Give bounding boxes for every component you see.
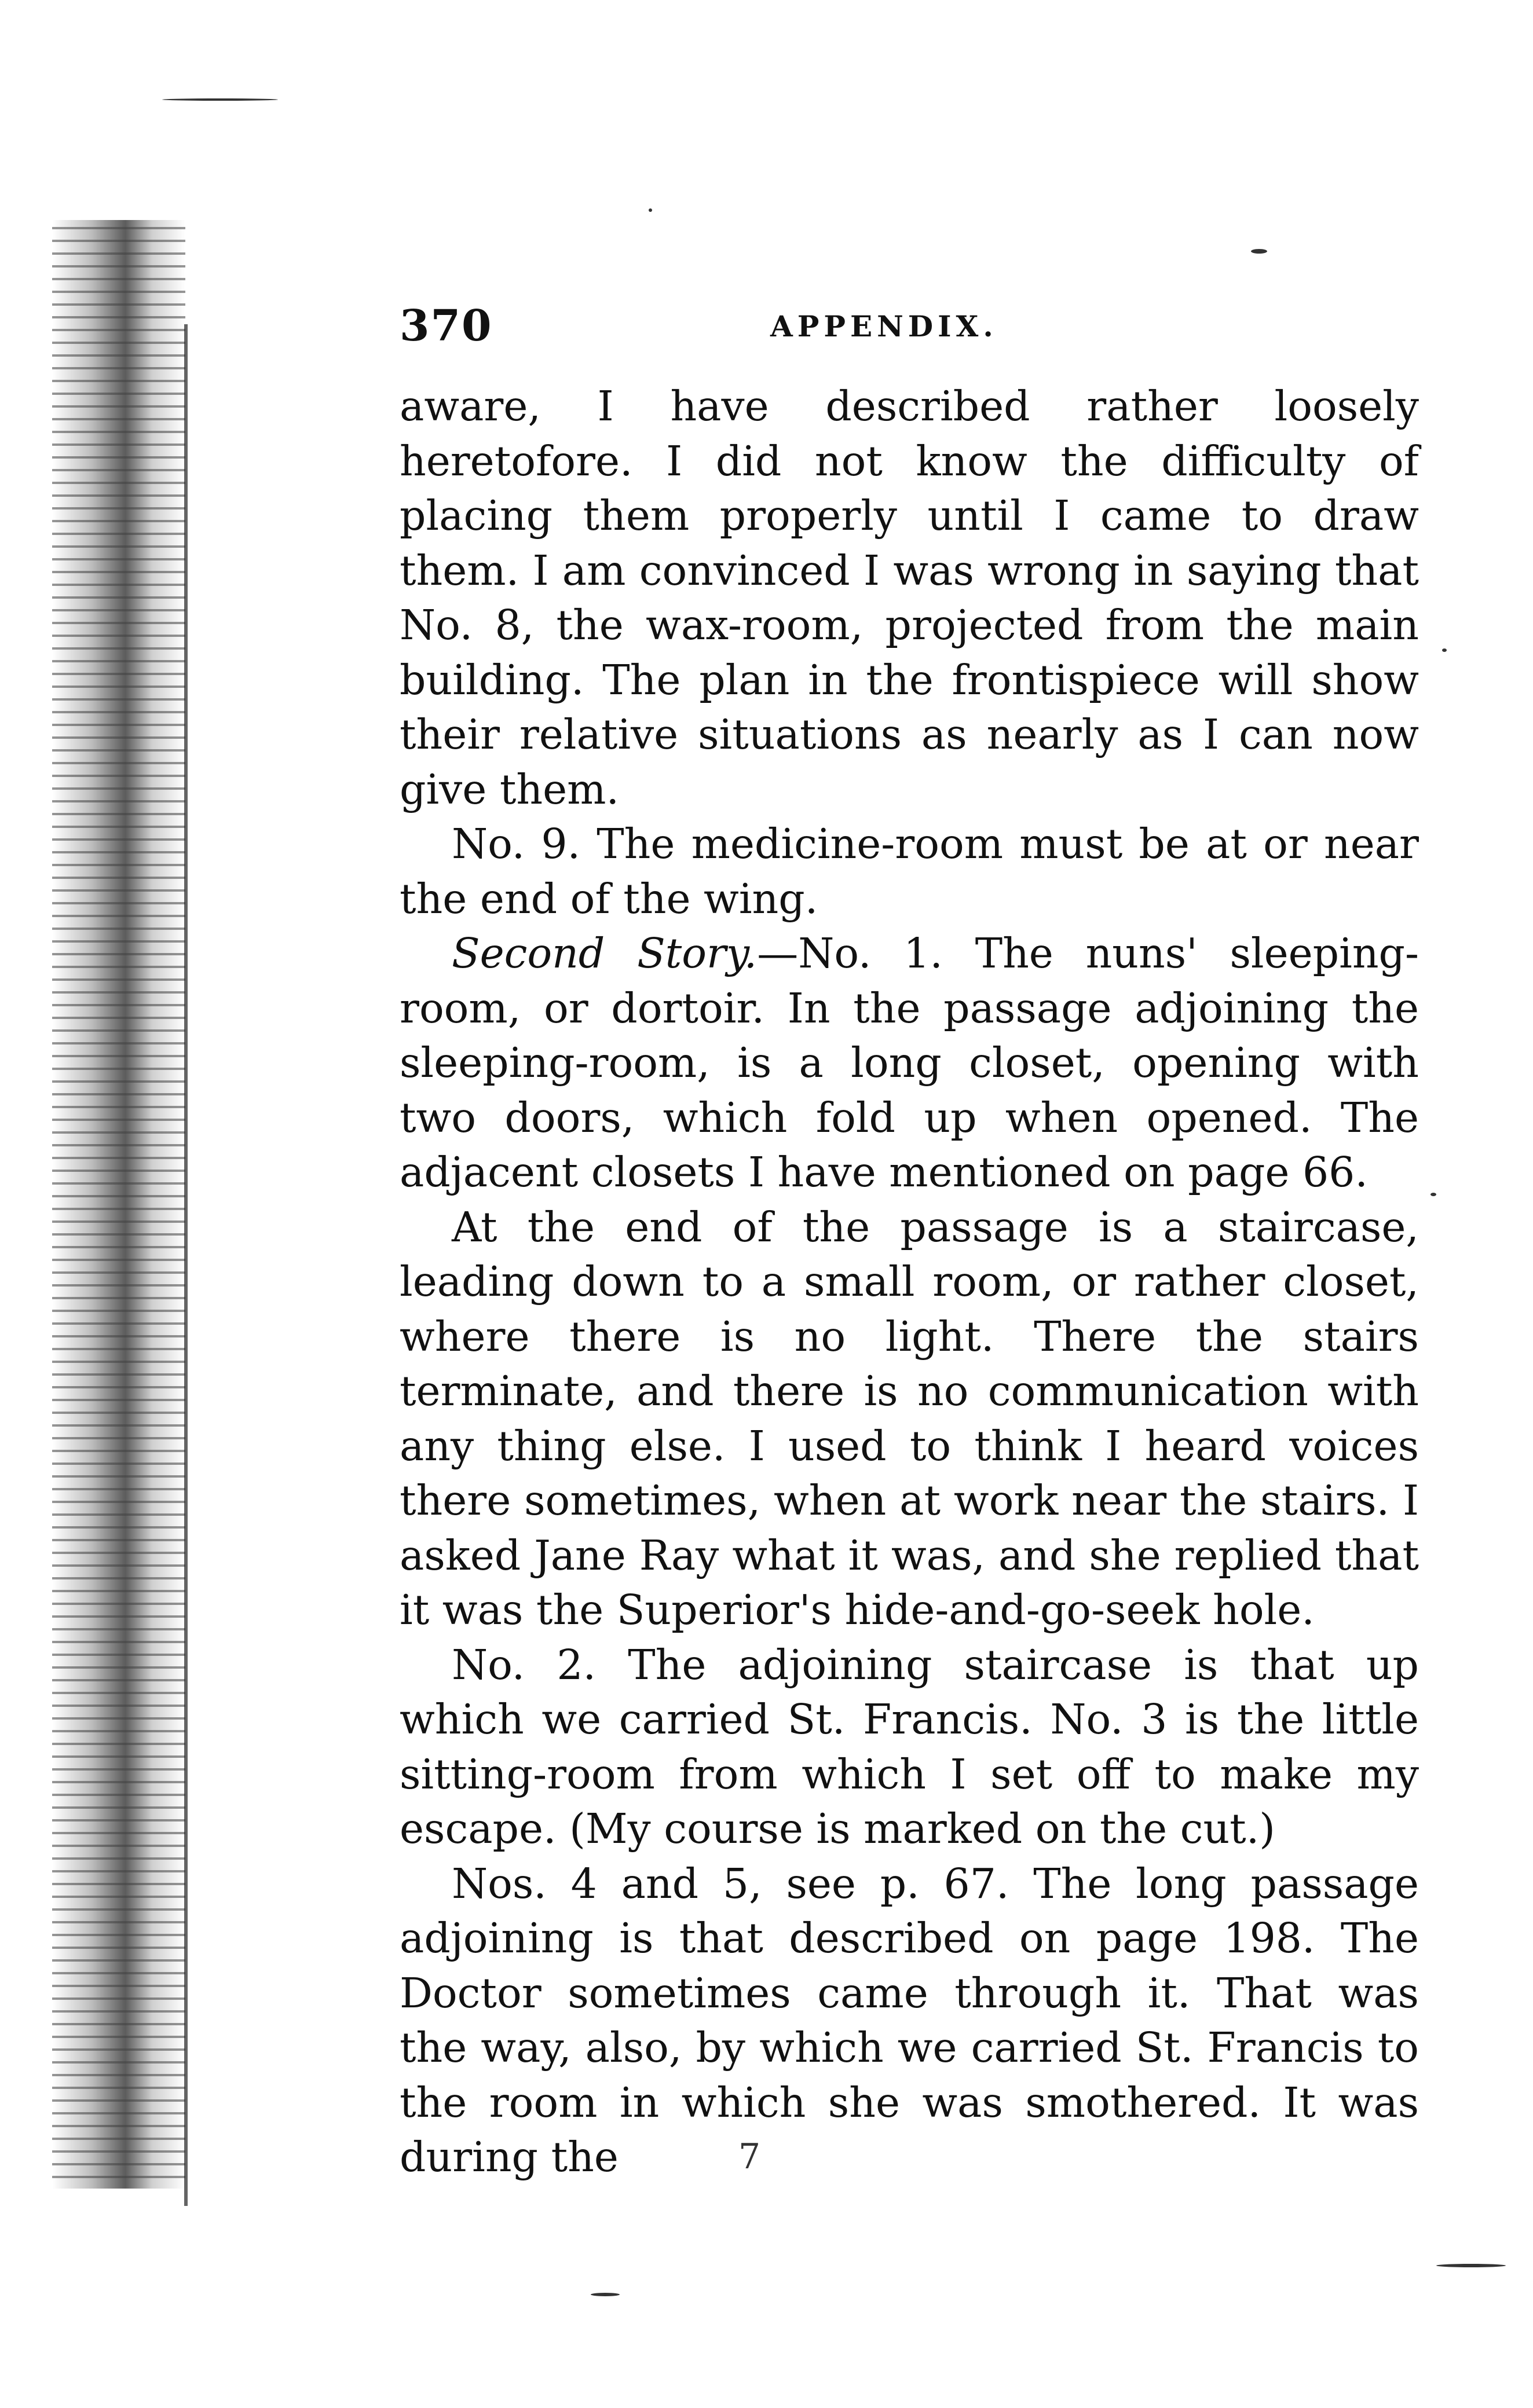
scan-speck (591, 2293, 620, 2296)
scan-speck (1442, 648, 1447, 652)
paragraph-second-story (400, 926, 1419, 1200)
scan-speck (162, 98, 278, 101)
body-text (400, 379, 1419, 2185)
folio-mark: 7 (738, 2136, 761, 2177)
paragraph: No. 9. The medicine-room must be at or near the end of the wing. (400, 820, 1419, 923)
paragraph: Nos. 4 and 5, see p. 67. The long passage adjoining is that described on page 198. The Doctor sometimes came through it. That was the way, also, by which we carried St. Francis to the room in which she was smothered. It was during the (400, 1859, 1419, 2181)
binding-gutter-line (184, 324, 188, 2206)
scan-speck (649, 208, 652, 212)
scan-speck (1430, 1193, 1436, 1196)
page-number: 370 (400, 301, 493, 351)
scan-speck (1436, 2264, 1506, 2267)
running-head (400, 301, 1419, 365)
paragraph: At the end of the passage is a staircase, leading down to a small room, or rather closet, where there is no light. There the stairs terminate, and there is no communication with any thing else. I used to think I heard voices there sometimes, when at work near the stairs. I asked Jane Ray what it was, and she replied that it was the Superior's hide-and-go-seek hole. (400, 1203, 1419, 1634)
section-label: Second Story. (452, 929, 758, 977)
running-title: APPENDIX. (770, 309, 998, 343)
scan-speck (1251, 249, 1267, 254)
binding-edge-shadow (52, 220, 185, 2189)
paragraph: No. 2. The adjoining staircase is that up which we carried St. Francis. No. 3 is the little sitting-room from which I set off to make my escape. (My course is marked on the cut.) (400, 1640, 1419, 1853)
section-text: —No. 1. The nuns' sleeping-room, or dortoir. In the passage adjoining the sleeping-room, is a long closet, opening with two doors, which fold up when opened. The adjacent closets I have mentioned on page 66. (400, 929, 1419, 1196)
paragraph: aware, I have described rather loosely heretofore. I did not know the difficulty of placing them properly until I came to draw them. I am convinced I was wrong in saying that No. 8, the wax-room, projected from the main building. The plan in the frontispiece will show their relative situations as nearly as I can now give them. (400, 382, 1419, 813)
